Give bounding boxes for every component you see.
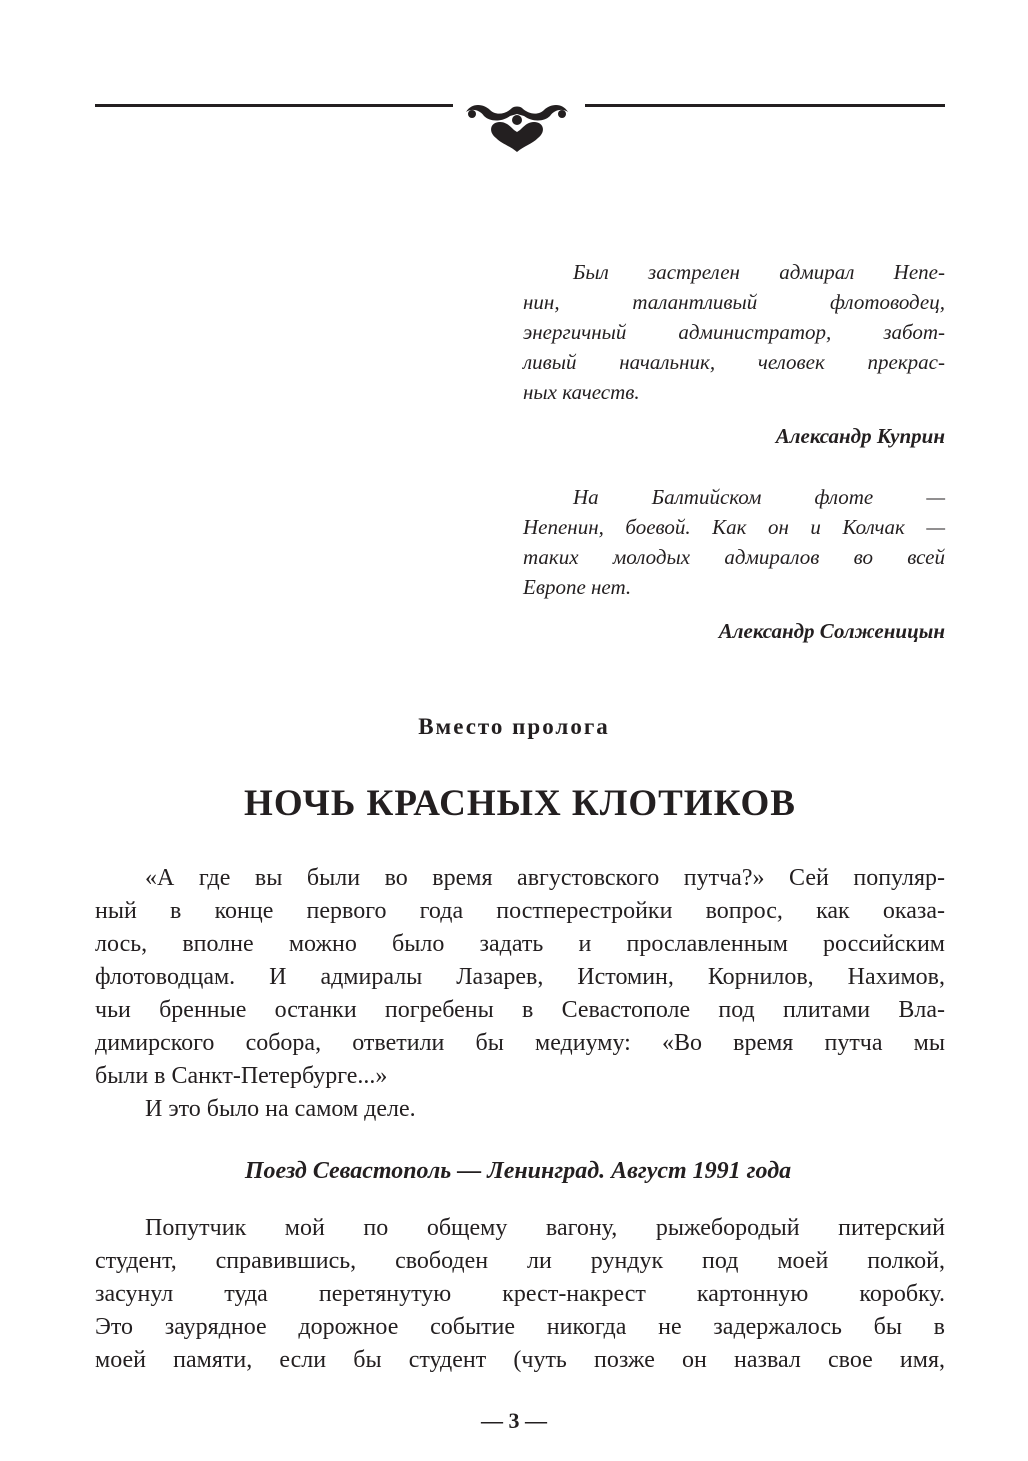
body-line: лось, вполне можно было задать и прославленным российским	[95, 931, 945, 957]
epigraph-line: На Балтийском флоте —	[573, 485, 945, 509]
epigraph-line: Европе нет.	[523, 575, 632, 599]
epigraph-line: ных качеств.	[523, 380, 640, 404]
epigraph-author: Александр Солженицын	[718, 619, 945, 643]
body-line: «А где вы были во время августовского путча?» Сей популяр-	[145, 865, 945, 891]
paragraph-1	[95, 862, 945, 1126]
pre-title: Вместо пролога	[418, 714, 610, 739]
body-line: флотоводцам. И адмиралы Лазарев, Истомин, Корнилов, Нахимов,	[95, 964, 945, 990]
epigraph-line: Непенин, боевой. Как он и Колчак —	[523, 515, 945, 539]
epigraph-2	[523, 482, 945, 602]
epigraph-line: таких молодых адмиралов во всей	[523, 545, 945, 569]
epigraph-line: нин, талантливый флотоводец,	[523, 290, 945, 314]
epigraph-line: ливый начальник, человек прекрас-	[523, 350, 945, 374]
body-line: моей памяти, если бы студент (чуть позже он назвал свое имя,	[95, 1347, 945, 1373]
body-line: были в Санкт-Петербурге...»	[95, 1063, 388, 1089]
body-line: чьи бренные останки погребены в Севастополе под плитами Вла-	[95, 997, 945, 1023]
page-number: — 3 —	[481, 1408, 547, 1433]
body-line: Это заурядное дорожное событие никогда не задержалось бы в	[95, 1314, 945, 1340]
body-line: засунул туда перетянутую крест-накрест картонную коробку.	[95, 1281, 945, 1307]
header-rule-right	[585, 104, 945, 107]
header-rule-left	[95, 104, 453, 107]
ornament-icon	[462, 92, 572, 154]
body-line: И это было на самом деле.	[145, 1096, 416, 1122]
body-line: ный в конце первого года постперестройки вопрос, как оказа-	[95, 898, 945, 924]
chapter-title: НОЧЬ КРАСНЫХ КЛОТИКОВ	[244, 783, 796, 824]
epigraph-1	[523, 257, 945, 407]
body-line: студент, справившись, свободен ли рундук под моей полкой,	[95, 1248, 945, 1274]
paragraph-2	[95, 1212, 945, 1377]
epigraph-line: энергичный администратор, забот-	[523, 320, 945, 344]
epigraph-line: Был застрелен адмирал Непе-	[573, 260, 945, 284]
section-subheading: Поезд Севастополь — Ленинград. Август 1991 года	[244, 1158, 792, 1184]
body-line: Попутчик мой по общему вагону, рыжебородый питерский	[145, 1215, 945, 1241]
body-line: димирского собора, ответили бы медиуму: «Во время путча мы	[95, 1030, 945, 1056]
epigraph-author: Александр Куприн	[775, 424, 945, 448]
